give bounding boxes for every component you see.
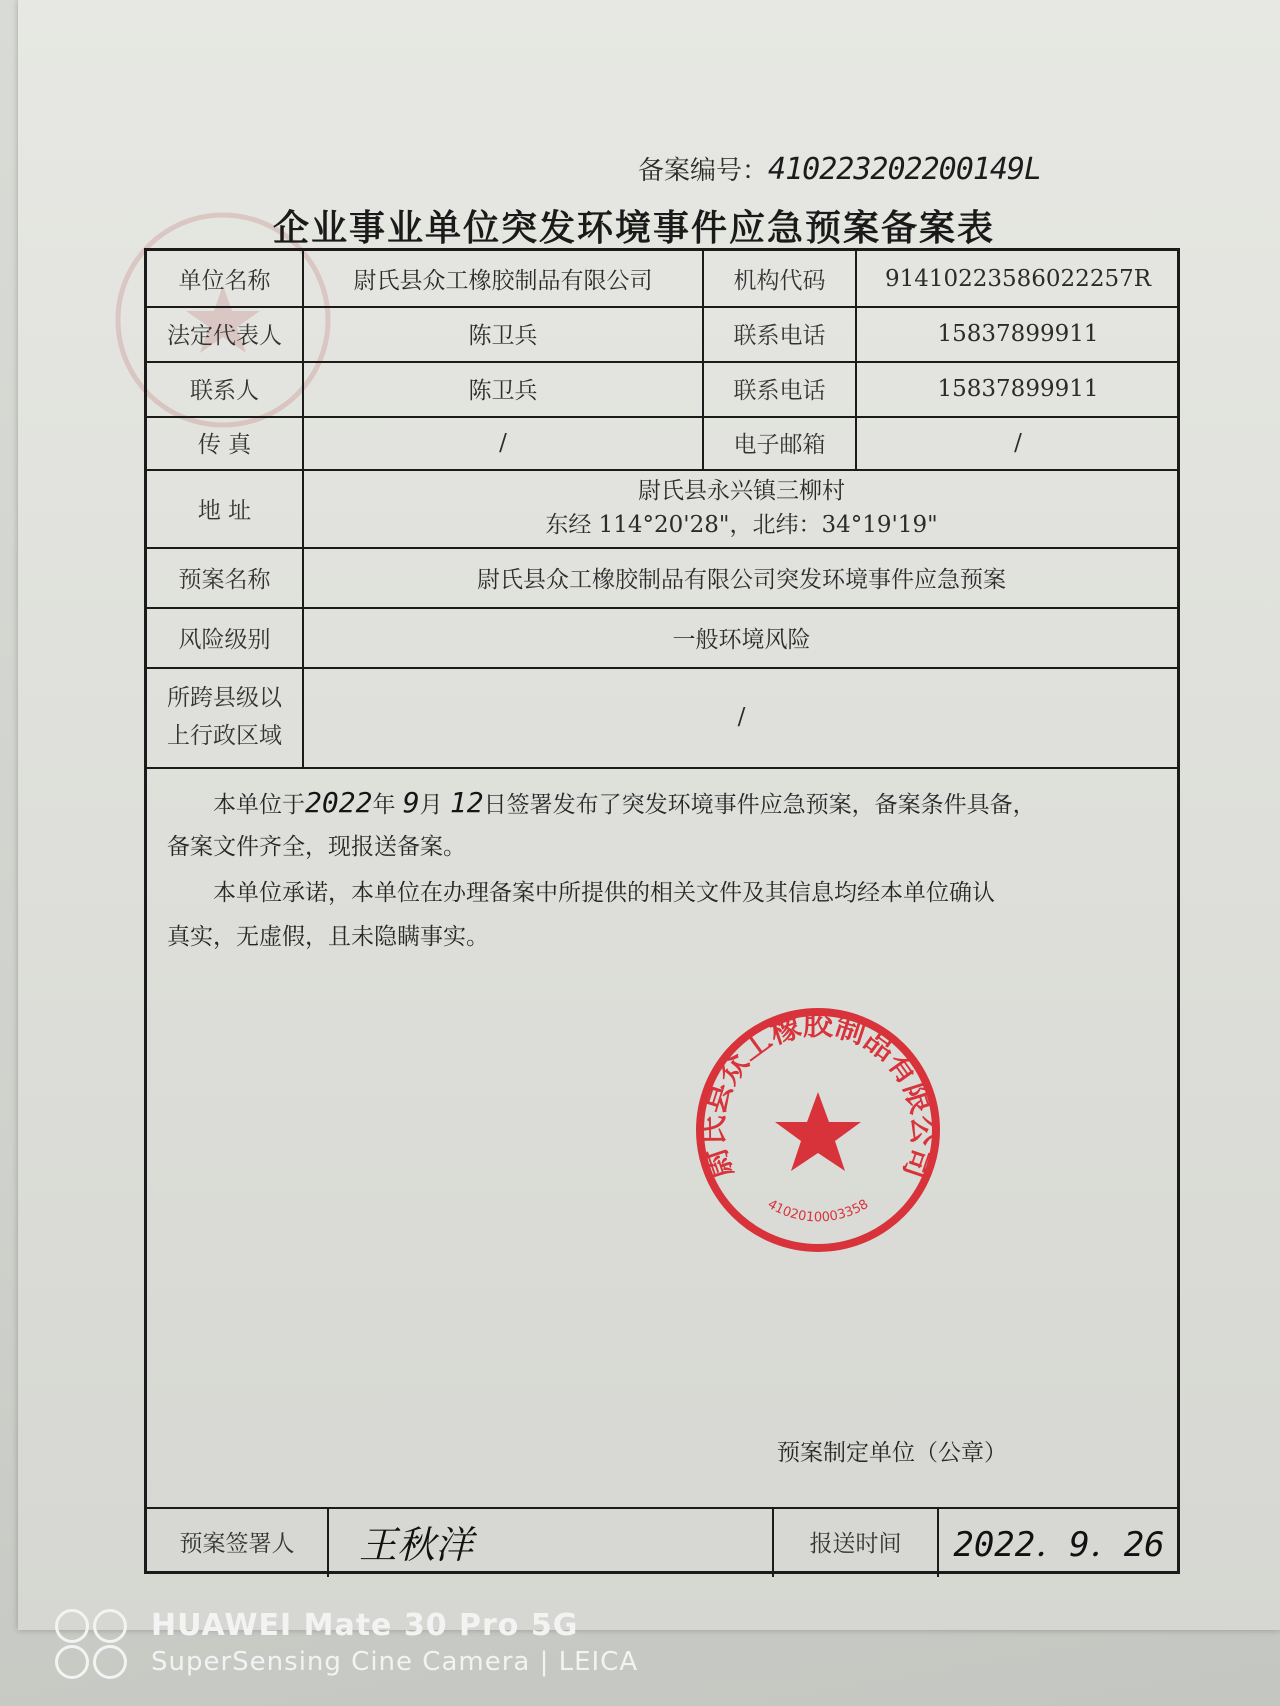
seal-text: 尉氏县众工橡胶制品有限公司	[695, 1007, 941, 1183]
document-title: 企业事业单位突发环境事件应急预案备案表	[273, 208, 996, 249]
cross-region-label	[147, 667, 302, 767]
fax-value: /	[499, 429, 507, 456]
plan-name-label: 预案名称	[178, 566, 271, 593]
cross-region-value: /	[737, 704, 746, 730]
legal-rep-label: 法定代表人	[167, 323, 282, 349]
signer-signature-text: 王秋洋	[359, 1522, 474, 1567]
stamp-caption: 预案制定单位（公章）	[777, 1440, 1007, 1466]
fax-label: 传 真	[197, 432, 252, 458]
statement-paragraph-1-line-2: 备案文件齐全，现报送备案。	[167, 834, 466, 860]
seal-star-icon	[775, 1092, 861, 1171]
unit-name-value: 尉氏县众工橡胶制品有限公司	[353, 268, 653, 294]
statement-prefix: 本单位于	[213, 792, 305, 818]
submit-time-label: 报送时间	[809, 1530, 902, 1557]
camera-watermark-line-1	[55, 1608, 578, 1643]
filing-form-table	[144, 248, 1180, 1574]
address-line-2: 东经 114°20'28"，北纬：34°19'19"	[545, 512, 938, 538]
contact-label: 联系人	[190, 378, 259, 404]
phone-value-2: 15837899911	[937, 375, 1099, 402]
signer-signature	[329, 1509, 772, 1573]
seal-code: 4102010003358	[764, 1197, 872, 1226]
submit-time-text: 2022．9．26	[953, 1524, 1165, 1565]
plan-name-value: 尉氏县众工橡胶制品有限公司突发环境事件应急预案	[477, 566, 1006, 593]
org-code-label: 机构代码	[733, 268, 826, 294]
filing-number-value: 410223202200149L	[768, 152, 1041, 187]
legal-rep-value: 陈卫兵	[468, 323, 538, 349]
statement-month: 9	[402, 786, 420, 819]
filing-number	[638, 150, 1041, 187]
phone-label-2: 联系电话	[733, 378, 826, 404]
risk-level-value: 一般环境风险	[672, 626, 811, 653]
email-label: 电子邮箱	[733, 432, 826, 458]
leica-rings-icon	[55, 1609, 131, 1643]
camera-watermark-line-2	[55, 1645, 638, 1679]
phone-value-1: 15837899911	[937, 320, 1099, 347]
statement-month-unit: 月	[419, 792, 443, 818]
address-label: 地 址	[197, 497, 252, 524]
statement-paragraph-2: 本单位承诺，本单位在办理备案中所提供的相关文件及其信息均经本单位确认	[213, 880, 995, 906]
statement-paragraph-2-line-2: 真实，无虚假，且未隐瞒事实。	[167, 924, 489, 950]
statement-day: 12	[449, 786, 484, 819]
cross-region-label-line-1: 所跨县级以	[167, 685, 282, 711]
email-value: /	[1014, 429, 1022, 456]
address-value	[304, 469, 1179, 547]
official-seal	[688, 1000, 948, 1260]
unit-name-label: 单位名称	[178, 268, 271, 294]
statement-day-unit: 日签署发布了突发环境事件应急预案，备案条件具备，	[483, 792, 1036, 818]
phone-label-1: 联系电话	[733, 323, 826, 349]
address-line-1: 尉氏县永兴镇三柳村	[638, 478, 845, 504]
leica-rings-icon	[55, 1645, 131, 1679]
row-divider	[147, 767, 1179, 769]
paper-sheet	[18, 0, 1280, 1630]
statement-paragraph-1	[167, 781, 1167, 827]
signer-label: 预案签署人	[179, 1530, 295, 1557]
contact-value: 陈卫兵	[468, 378, 538, 404]
camera-model-text: HUAWEI Mate 30 Pro 5G	[151, 1608, 579, 1643]
statement-year-unit: 年	[372, 792, 396, 818]
statement-year: 2022	[305, 786, 373, 819]
camera-lens-text: SuperSensing Cine Camera | LEICA	[151, 1647, 639, 1677]
filing-number-label: 备案编号：	[638, 156, 769, 186]
risk-level-label: 风险级别	[178, 626, 271, 653]
submit-time-value	[939, 1509, 1179, 1573]
cross-region-label-line-2: 上行政区域	[167, 723, 282, 749]
org-code-value: 91410223586022257R	[884, 265, 1152, 292]
